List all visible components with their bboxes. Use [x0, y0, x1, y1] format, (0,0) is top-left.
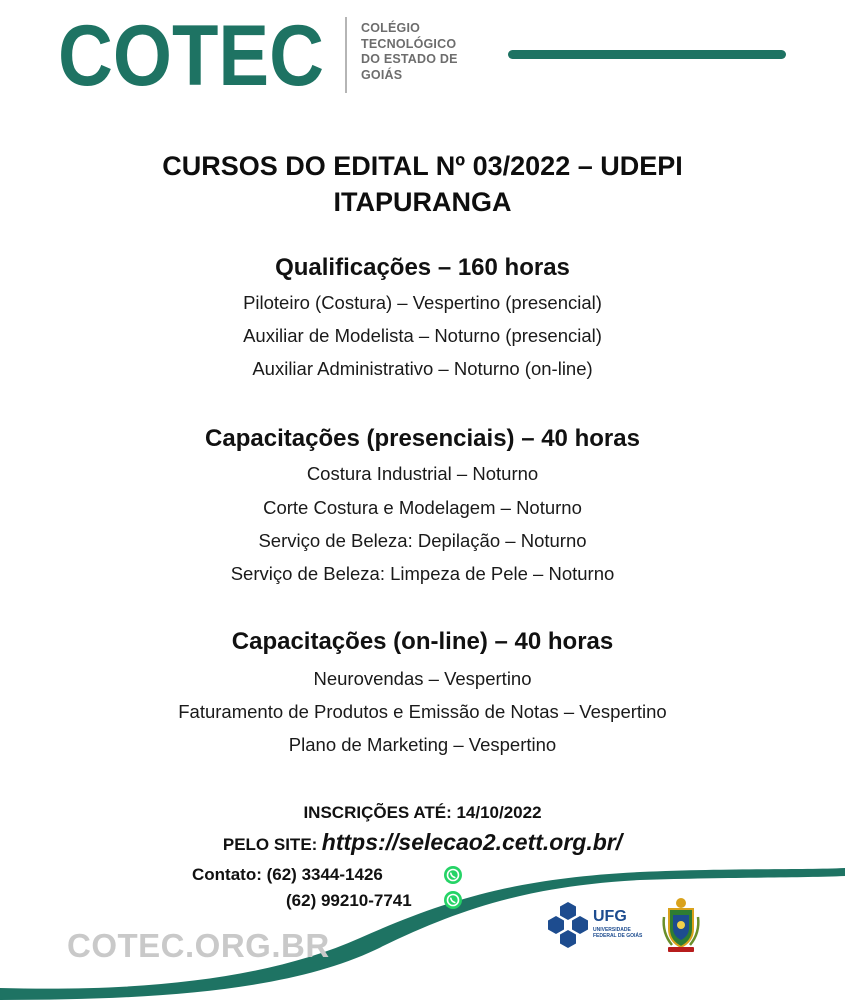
course-item: Faturamento de Produtos e Emissão de Notas – Vespertino — [178, 701, 667, 722]
course-item: Neurovendas – Vespertino — [313, 668, 532, 689]
site-url-link[interactable]: https://selecao2.cett.org.br/ — [321, 829, 623, 855]
course-item: Costura Industrial – Noturno — [306, 463, 539, 484]
logo-subtitle-line: COLÉGIO — [361, 21, 421, 35]
page-title-line-2: ITAPURANGA — [333, 187, 512, 217]
ufg-logo-icon — [545, 900, 591, 950]
ufg-logo — [545, 900, 650, 950]
section-heading-capacitacoes-presenciais: Capacitações (presenciais) – 40 horas — [205, 425, 640, 452]
cotec-logo-text: COTEC — [58, 8, 324, 104]
course-item: Auxiliar de Modelista – Noturno (presencial) — [243, 325, 602, 346]
footer-wave — [0, 850, 845, 1000]
whatsapp-icon — [443, 890, 463, 910]
logo-subtitle-line: DO ESTADO DE — [361, 52, 458, 66]
section-heading-qualificacoes: Qualificações – 160 horas — [275, 254, 570, 281]
section-heading-capacitacoes-online: Capacitações (on-line) – 40 horas — [231, 628, 614, 655]
logo-subtitle-line: GOIÁS — [361, 67, 403, 82]
site-label: PELO SITE: — [222, 835, 318, 854]
whatsapp-icon — [443, 865, 463, 885]
contact-line-1 — [192, 865, 383, 885]
contact-phone-1: (62) 3344-1426 — [266, 865, 383, 884]
course-item: Piloteiro (Costura) – Vespertino (presencial) — [243, 292, 602, 313]
cotec-logo — [58, 8, 326, 104]
header-accent-bar — [508, 50, 786, 59]
logo-subtitle — [361, 21, 491, 83]
footer-website: COTEC.ORG.BR — [67, 927, 330, 964]
page-title-line-1: CURSOS DO EDITAL Nº 03/2022 – UDEPI — [162, 151, 683, 181]
registration-deadline: INSCRIÇÕES ATÉ: 14/10/2022 — [303, 803, 542, 822]
logo-subtitle-line: TECNOLÓGICO — [361, 36, 457, 51]
course-item: Serviço de Beleza: Depilação – Noturno — [258, 530, 587, 551]
ufg-subtitle: UNIVERSIDADE FEDERAL DE GOIÁS — [593, 927, 643, 939]
course-item: Auxiliar Administrativo – Noturno (on-line) — [252, 358, 593, 379]
logo-divider — [345, 17, 347, 93]
course-item: Serviço de Beleza: Limpeza de Pele – Noturno — [230, 563, 615, 584]
course-item: Plano de Marketing – Vespertino — [288, 734, 557, 755]
course-item: Corte Costura e Modelagem – Noturno — [263, 497, 582, 518]
contact-phone-2: (62) 99210-7741 — [286, 891, 412, 910]
contact-label: Contato: — [192, 865, 262, 884]
ufg-name: UFG — [593, 908, 627, 925]
goias-coat-of-arms-icon — [660, 895, 702, 955]
